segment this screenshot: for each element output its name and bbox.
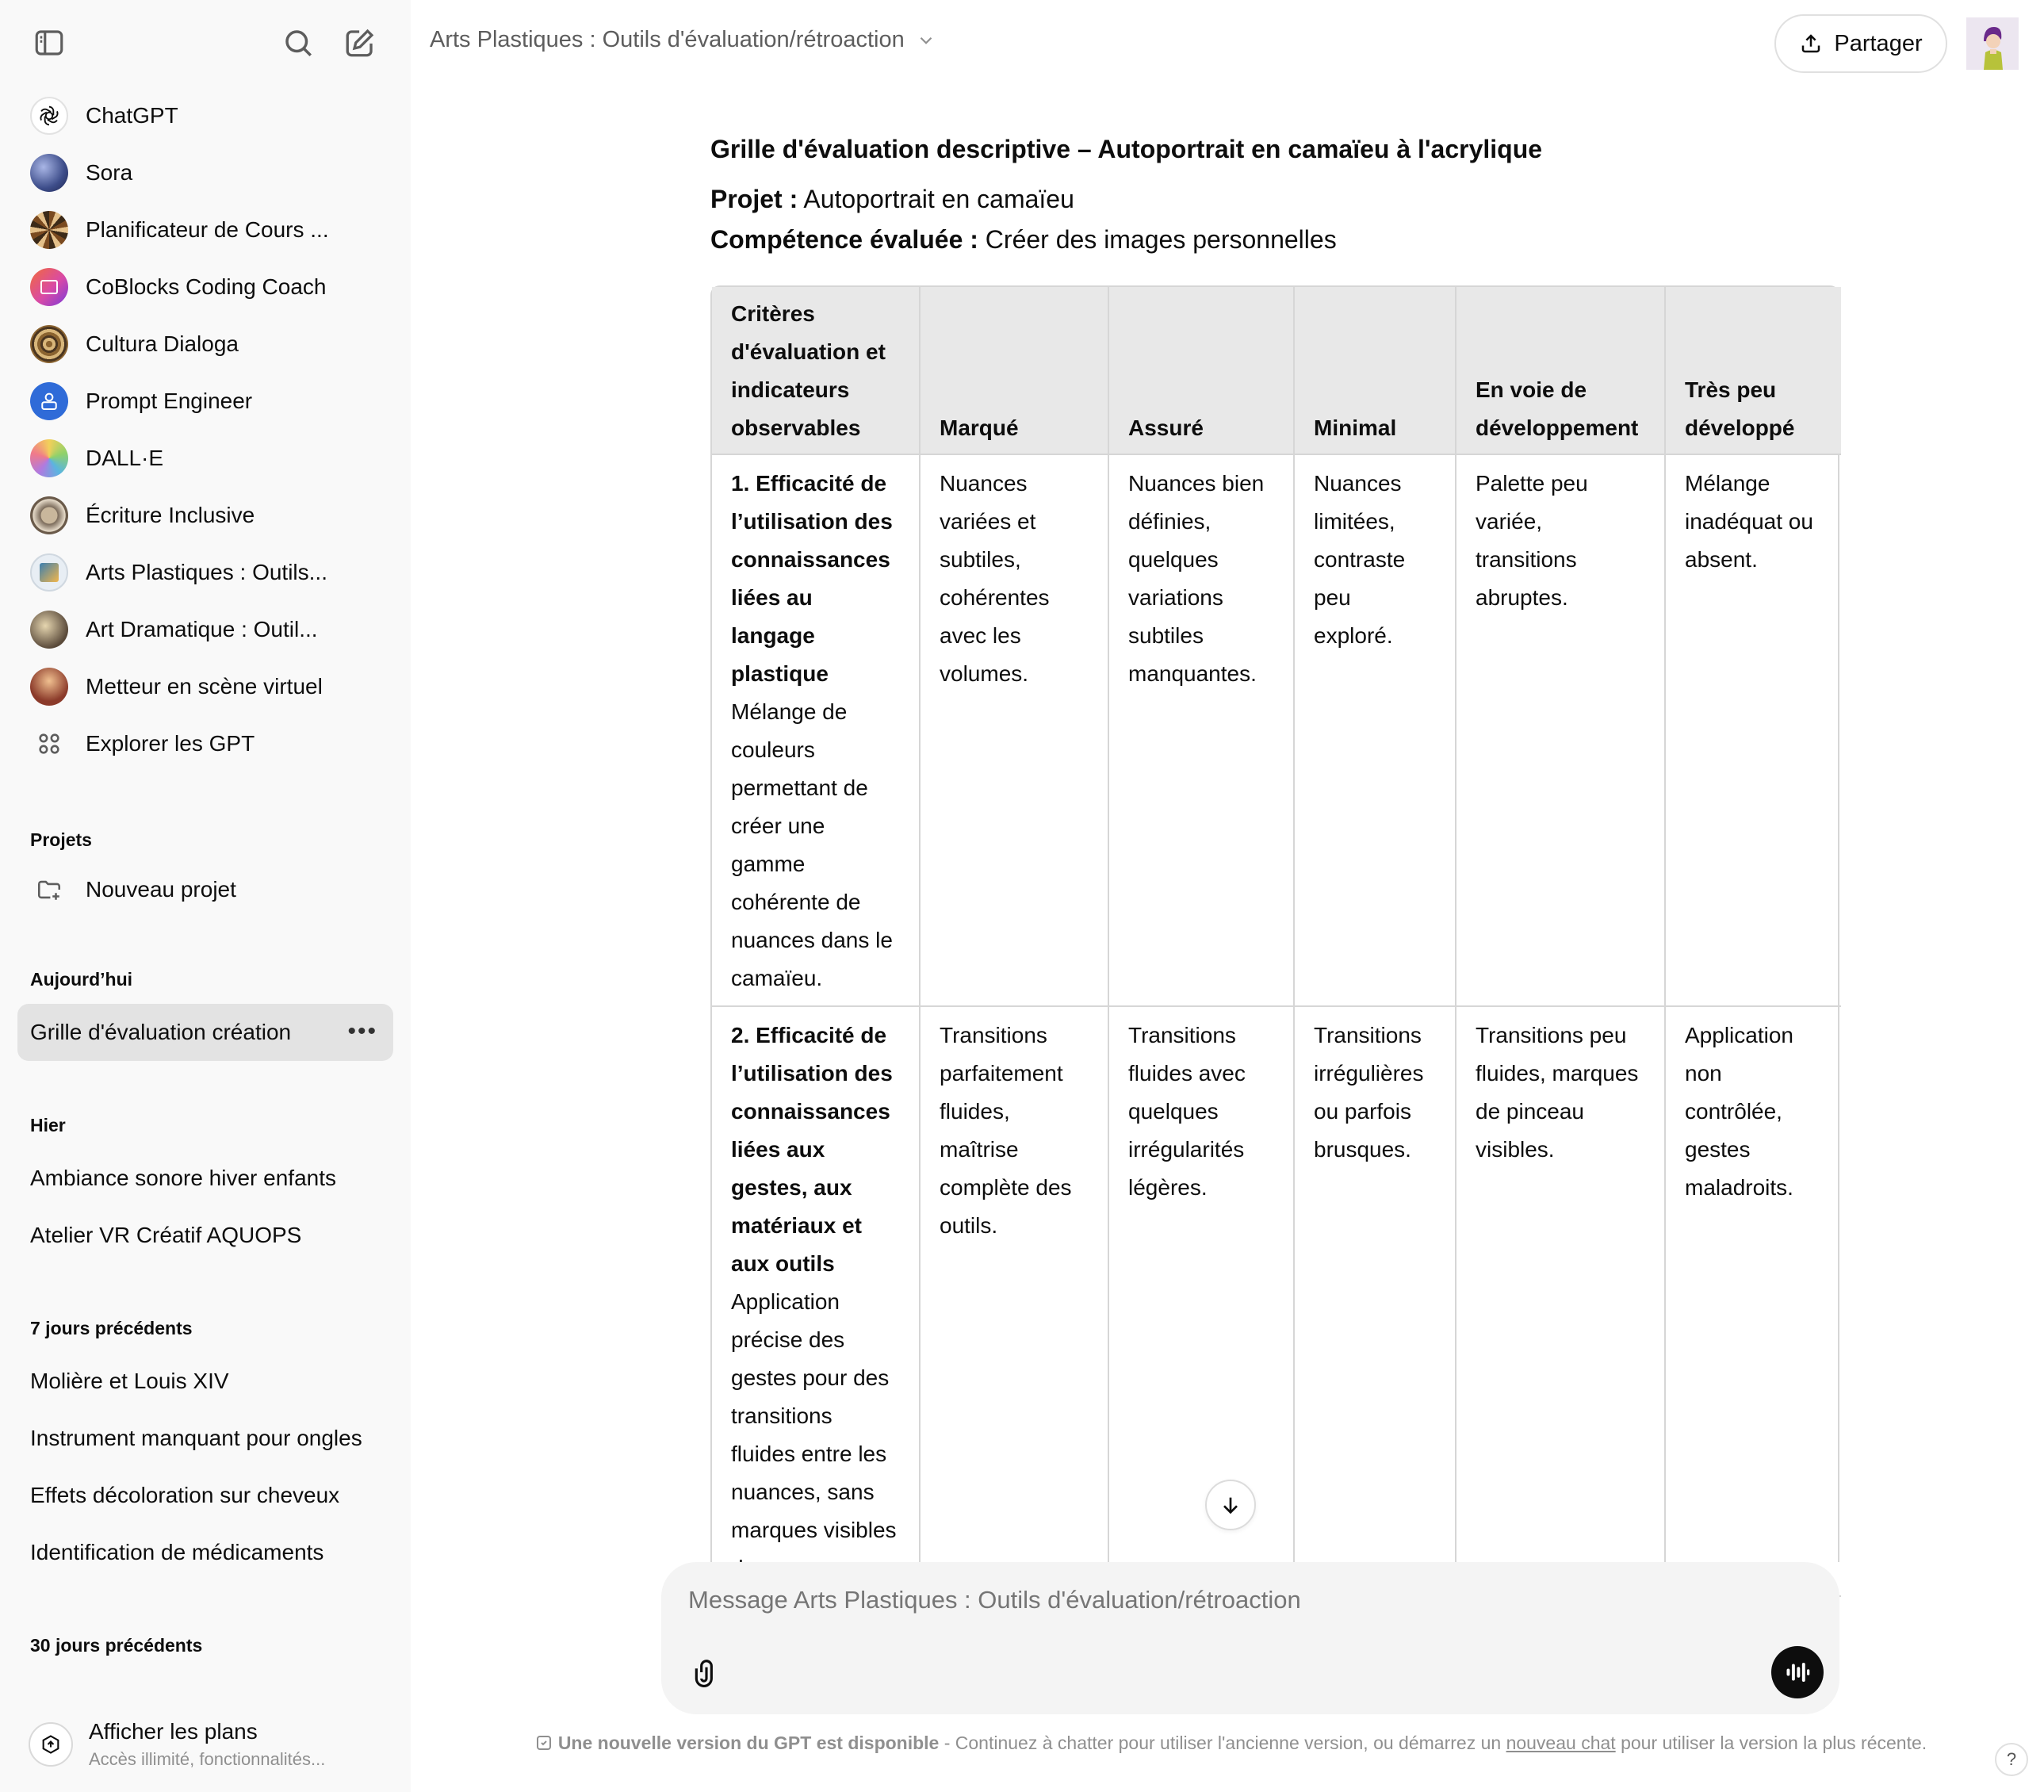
criterion-cell <box>712 454 920 1006</box>
evaluation-table-container[interactable] <box>710 285 1839 1562</box>
search-button[interactable] <box>274 19 322 67</box>
gpt-item-art-dramatique[interactable] <box>17 601 393 658</box>
message-content <box>710 135 1839 266</box>
project-label: Projet : <box>710 185 798 213</box>
projects-section-title: Projets <box>30 829 92 850</box>
project-value: Autoportrait en camaïeu <box>803 185 1074 213</box>
week-section-title: 7 jours précédents <box>30 1318 193 1338</box>
table-cell: Nuances bien définies, quelques variations subtiles manquantes. <box>1108 454 1294 1006</box>
voice-waveform-icon <box>1783 1658 1812 1687</box>
competence-line <box>710 225 1839 255</box>
gpt-item-prompt-engineer[interactable] <box>17 373 393 430</box>
table-cell: Transitions parfaitement fluides, maîtrise complète des outils. <box>920 1006 1108 1596</box>
gpt-label: Planificateur de Cours ... <box>86 217 329 242</box>
new-chat-button[interactable] <box>336 19 384 67</box>
notice-text-end: pour utiliser la version la plus récente. <box>1615 1733 1927 1753</box>
more-options-icon[interactable]: ••• <box>347 1018 377 1044</box>
gpt-label: ChatGPT <box>86 103 178 128</box>
history-item[interactable]: Instrument manquant pour ongles <box>30 1426 362 1450</box>
coblocks-avatar-icon <box>30 268 68 306</box>
gpt-label: Sora <box>86 160 133 185</box>
top-bar <box>411 0 2044 86</box>
document-title: Grille d'évaluation descriptive – Autoportrait en camaïeu à l'acrylique <box>710 135 1543 163</box>
history-item-label: Grille d'évaluation création <box>30 1020 292 1044</box>
table-header: Minimal <box>1294 287 1456 454</box>
explore-gpts-item[interactable] <box>17 715 393 772</box>
voice-mode-button[interactable] <box>1771 1646 1824 1698</box>
folder-plus-icon <box>30 871 68 909</box>
sora-avatar-icon <box>30 154 68 192</box>
new-project-label: Nouveau projet <box>86 877 236 902</box>
sidebar-toolbar <box>0 0 411 86</box>
gpt-label: Art Dramatique : Outil... <box>86 617 318 641</box>
planner-avatar-icon <box>30 211 68 249</box>
gpt-label: Cultura Dialoga <box>86 331 239 356</box>
chevron-down-icon <box>916 30 936 51</box>
share-label: Partager <box>1834 30 1923 56</box>
cultura-avatar-icon <box>30 325 68 363</box>
user-avatar[interactable] <box>1966 17 2019 70</box>
show-plans-button[interactable] <box>17 1711 393 1778</box>
gpt-list <box>17 87 393 772</box>
competence-value: Créer des images personnelles <box>985 225 1337 254</box>
message-input[interactable] <box>688 1586 1719 1614</box>
search-icon <box>281 26 315 59</box>
share-upload-icon <box>1799 32 1823 56</box>
criterion-description: Application précise des gestes pour des transitions fluides entre les nuances, sans marques visibles <box>731 1289 897 1542</box>
history-item-active[interactable] <box>17 1004 393 1061</box>
gpt-item-ecriture[interactable] <box>17 487 393 544</box>
table-cell: Transitions irrégulières ou parfois brusques. <box>1294 1006 1456 1596</box>
criterion-cell <box>712 1006 920 1596</box>
share-button[interactable] <box>1774 14 1947 73</box>
history-item[interactable]: Effets décoloration sur cheveux <box>30 1483 340 1507</box>
gpt-update-notice <box>523 1727 1938 1759</box>
table-header: Critères d'évaluation et indicateurs observables <box>712 287 920 454</box>
month-section-title: 30 jours précédents <box>30 1635 203 1656</box>
competence-label: Compétence évaluée : <box>710 225 978 254</box>
gpt-item-chatgpt[interactable] <box>17 87 393 144</box>
history-item[interactable]: Identification de médicaments <box>30 1540 324 1564</box>
new-project-button[interactable] <box>17 861 393 918</box>
criterion-title: 1. Efficacité de l’utilisation des connaissances liées au langage plastique <box>731 471 893 686</box>
edit-icon <box>343 26 377 59</box>
table-cell: Nuances variées et subtiles, cohérentes avec les volumes. <box>920 454 1108 1006</box>
gpt-item-cultura[interactable] <box>17 316 393 373</box>
today-section-title: Aujourd’hui <box>30 969 133 990</box>
table-header-row <box>712 287 1841 454</box>
evaluation-table <box>712 287 1841 1597</box>
table-header: Marqué <box>920 287 1108 454</box>
plans-title: Afficher les plans <box>89 1719 258 1744</box>
drama-avatar-icon <box>30 611 68 649</box>
gpt-item-sora[interactable] <box>17 144 393 201</box>
gpt-label: Prompt Engineer <box>86 389 253 413</box>
criterion-description: Mélange de couleurs permettant de créer une gamme cohérente de nuances dans le camaïeu. <box>731 699 893 990</box>
yesterday-section-title: Hier <box>30 1115 66 1135</box>
criterion-title: 2. Efficacité de l’utilisation des connaissances liées aux gestes, aux matériaux et aux outils <box>731 1023 893 1276</box>
gpt-item-dalle[interactable] <box>17 430 393 487</box>
dalle-avatar-icon <box>30 439 68 477</box>
history-item[interactable]: Atelier VR Créatif AQUOPS <box>30 1223 302 1247</box>
arts-avatar-icon <box>30 553 68 592</box>
update-icon <box>534 1733 553 1752</box>
plans-subtitle: Accès illimité, fonctionnalités... <box>89 1749 326 1769</box>
table-cell: Palette peu variée, transitions abruptes. <box>1456 454 1665 1006</box>
sidebar <box>0 0 411 1792</box>
project-line <box>710 185 1839 214</box>
model-selector[interactable] <box>430 27 936 53</box>
paperclip-icon <box>691 1657 722 1687</box>
help-button[interactable]: ? <box>1995 1743 2028 1776</box>
notice-bold: Une nouvelle version du GPT est disponible <box>557 1733 940 1753</box>
theatre-avatar-icon <box>30 668 68 706</box>
sidebar-toggle-icon <box>33 26 66 59</box>
table-cell: Transitions peu fluides, marques de pinceau visibles. <box>1456 1006 1665 1596</box>
gpt-item-arts-plastiques[interactable] <box>17 544 393 601</box>
table-row <box>712 454 1841 1006</box>
gpt-label: CoBlocks Coding Coach <box>86 274 327 299</box>
history-item[interactable]: Ambiance sonore hiver enfants <box>30 1166 336 1190</box>
arrow-down-icon <box>1218 1492 1243 1518</box>
message-composer <box>661 1562 1839 1714</box>
ecriture-avatar-icon <box>30 496 68 534</box>
gpt-item-metteur-en-scene[interactable] <box>17 658 393 715</box>
toggle-sidebar-button[interactable] <box>25 19 73 67</box>
table-cell: Transitions fluides avec quelques irrégularités légères. <box>1108 1006 1294 1596</box>
table-header: En voie de développement <box>1456 287 1665 454</box>
openai-logo-icon <box>30 97 68 135</box>
attach-button[interactable] <box>687 1652 726 1692</box>
table-cell: Nuances limitées, contraste peu exploré. <box>1294 454 1456 1006</box>
gpt-label: Arts Plastiques : Outils... <box>86 560 327 584</box>
gpt-item-coblocks[interactable] <box>17 258 393 316</box>
table-row <box>712 1006 1841 1596</box>
notice-text: - Continuez à chatter pour utiliser l'ancienne version, ou démarrez un <box>939 1733 1506 1753</box>
gpt-item-planificateur[interactable] <box>17 201 393 258</box>
table-cell: Mélange inadéquat ou absent. <box>1665 454 1841 1006</box>
prompt-engineer-avatar-icon <box>30 382 68 420</box>
gpt-label: Écriture Inclusive <box>86 503 255 527</box>
new-chat-link[interactable]: nouveau chat <box>1506 1733 1616 1753</box>
gpt-label: Metteur en scène virtuel <box>86 674 323 699</box>
table-header: Très peu développé <box>1665 287 1841 454</box>
grid-icon <box>30 725 68 763</box>
table-header: Assuré <box>1108 287 1294 454</box>
model-title: Arts Plastiques : Outils d'évaluation/rétroaction <box>430 27 905 52</box>
gpt-label: Explorer les GPT <box>86 731 255 756</box>
history-item[interactable]: Molière et Louis XIV <box>30 1369 229 1393</box>
upgrade-icon <box>29 1722 73 1767</box>
gpt-label: DALL·E <box>86 446 164 470</box>
table-cell: Application non contrôlée, gestes maladroits. <box>1665 1006 1841 1596</box>
scroll-to-bottom-button[interactable] <box>1205 1480 1256 1530</box>
